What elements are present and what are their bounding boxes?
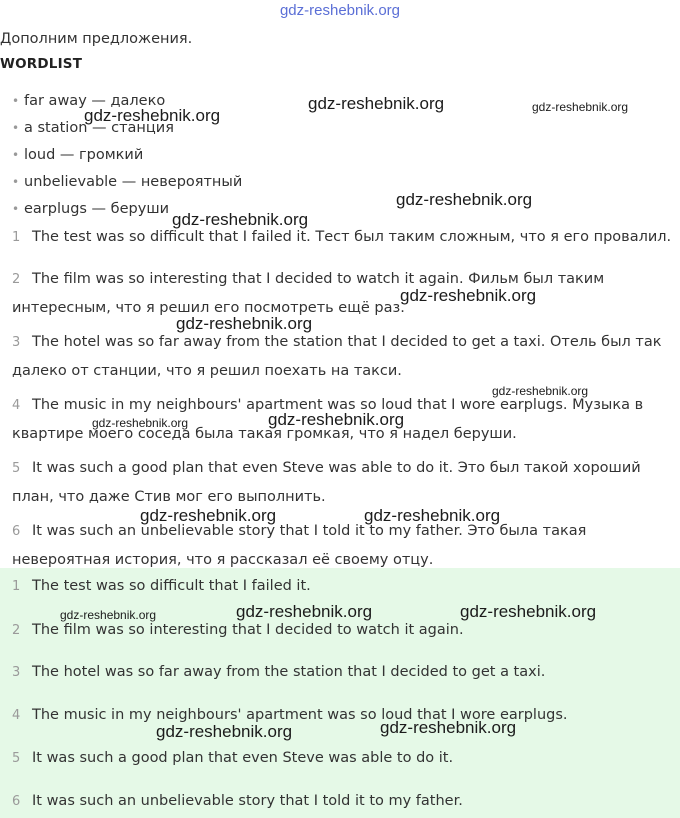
answer-item [12, 661, 672, 684]
item-number: 2 [12, 623, 21, 638]
bullet-icon: • [12, 175, 20, 189]
item-number: 6 [12, 794, 21, 809]
watermark: gdz-reshebnik.org [396, 190, 533, 209]
item-text: The film was so interesting that I decided to watch it again. Фильм был таким интересным, что я решил его посмотреть ещё раз. [12, 271, 605, 316]
item-number: 1 [12, 230, 21, 245]
watermark: gdz-reshebnik.org [92, 416, 189, 430]
item-text: The test was so difficult that I failed it. Тест был таким сложным, что я его провалил. [32, 229, 672, 245]
exercise-item [12, 223, 678, 252]
watermark: gdz-reshebnik.org [380, 718, 517, 737]
watermark: gdz-reshebnik.org [84, 106, 221, 125]
watermark: gdz-reshebnik.org [172, 210, 309, 229]
item-number: 2 [12, 272, 21, 287]
item-number: 4 [12, 708, 21, 723]
exercise-item [12, 517, 678, 574]
item-number: 3 [12, 335, 21, 350]
wordlist-item: • earplugs — беруши [12, 201, 170, 217]
answer-item [12, 704, 672, 727]
answer-text: The test was so difficult that I failed it. [32, 578, 311, 594]
watermark: gdz-reshebnik.org [460, 602, 597, 621]
answer-text: The film was so interesting that I decided to watch it again. [32, 622, 464, 638]
answer-item [12, 790, 672, 813]
answer-text: It was such an unbelievable story that I told it to my father. [32, 793, 463, 809]
item-number: 6 [12, 524, 21, 539]
exercise-item [12, 454, 678, 511]
watermark: gdz-reshebnik.org [532, 100, 629, 114]
bullet-icon: • [12, 94, 20, 108]
item-number: 3 [12, 665, 21, 680]
watermark: gdz-reshebnik.org [140, 506, 277, 525]
watermark: gdz-reshebnik.org [364, 506, 501, 525]
bullet-icon: • [12, 148, 20, 162]
item-number: 4 [12, 398, 21, 413]
item-text: It was such an unbelievable story that I told it to my father. Это была такая невероятная история, что я рассказал её своему отцу. [12, 523, 587, 568]
exercise-item [12, 265, 678, 322]
intro-text: Дополним предложения. [0, 31, 193, 47]
answer-item [12, 619, 672, 642]
answer-item [12, 747, 672, 770]
watermark: gdz-reshebnik.org [492, 384, 589, 398]
wordlist-item: • far away — далеко [12, 93, 166, 109]
wordlist-item: • loud — громкий [12, 147, 144, 163]
answer-text: The hotel was so far away from the station that I decided to get a taxi. [32, 664, 546, 680]
watermark: gdz-reshebnik.org [236, 602, 373, 621]
watermark: gdz-reshebnik.org [400, 286, 537, 305]
watermark: gdz-reshebnik.org [308, 94, 445, 113]
item-number: 5 [12, 461, 21, 476]
item-text: It was such a good plan that even Steve was able to do it. Это был такой хороший план, что даже Стив мог его выполнить. [12, 460, 641, 505]
answer-text: It was such a good plan that even Steve was able to do it. [32, 750, 454, 766]
bullet-icon: • [12, 121, 20, 135]
answer-item [12, 575, 672, 598]
wordlist-item: • unbelievable — невероятный [12, 174, 243, 190]
answer-text: The music in my neighbours' apartment was so loud that I wore earplugs. [32, 707, 568, 723]
bullet-icon: • [12, 202, 20, 216]
watermark: gdz-reshebnik.org [268, 410, 405, 429]
site-header-link[interactable]: gdz-reshebnik.org [279, 2, 401, 19]
item-number: 1 [12, 579, 21, 594]
item-text: The hotel was so far away from the station that I decided to get a taxi. Отель был так далеко от станции, что я решил поехать на такси. [12, 334, 662, 379]
watermark: gdz-reshebnik.org [176, 314, 313, 333]
wordlist-heading: WORDLIST [0, 56, 83, 72]
item-number: 5 [12, 751, 21, 766]
exercise-item [12, 328, 678, 385]
watermark: gdz-reshebnik.org [60, 608, 157, 622]
watermark: gdz-reshebnik.org [156, 722, 293, 741]
wordlist-item: • a station — станция [12, 120, 174, 136]
item-text: The music in my neighbours' apartment was so loud that I wore earplugs. Музыка в квартире моего соседа была такая громкая, что я надел беруши. [12, 397, 644, 442]
